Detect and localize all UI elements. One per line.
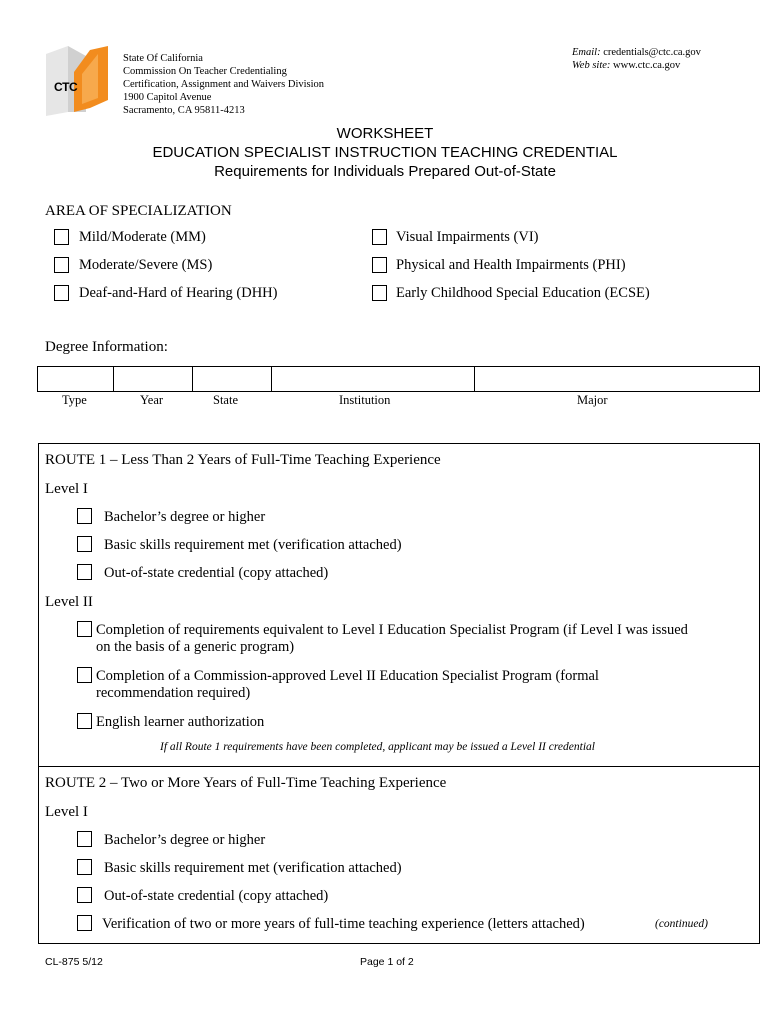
degree-col-state: State xyxy=(213,393,238,407)
checkbox-r2-experience[interactable] xyxy=(77,915,92,931)
route1-level1-label: Level I xyxy=(45,481,88,497)
form-id: CL-875 5/12 xyxy=(45,956,103,968)
checkbox-ecse[interactable] xyxy=(372,285,387,301)
label-mm: Mild/Moderate (MM) xyxy=(79,229,206,245)
ctc-logo xyxy=(38,42,114,118)
degree-heading: Degree Information: xyxy=(45,339,168,355)
label-r1-bachelors: Bachelor’s degree or higher xyxy=(104,509,266,525)
title-requirements: Requirements for Individuals Prepared Out-of-State xyxy=(214,163,556,180)
checkbox-phi[interactable] xyxy=(372,257,387,273)
checkbox-r2-oos-credential[interactable] xyxy=(77,887,92,903)
degree-col-type: Type xyxy=(62,393,87,407)
title-worksheet: WORKSHEET xyxy=(336,125,434,142)
checkbox-r1-approved-program[interactable] xyxy=(77,667,92,683)
checkbox-r1-english-learner[interactable] xyxy=(77,713,92,729)
checkbox-r1-oos-credential[interactable] xyxy=(77,564,92,580)
label-r1-approved-line2: recommendation required) xyxy=(96,685,251,701)
continued-note: (continued) xyxy=(655,918,709,930)
label-phi: Physical and Health Impairments (PHI) xyxy=(396,257,626,273)
contact-info xyxy=(572,46,701,72)
agency-line: Certification, Assignment and Waivers Division xyxy=(123,79,325,90)
web-label: Web site: xyxy=(572,60,611,71)
label-dhh: Deaf-and-Hard of Hearing (DHH) xyxy=(79,285,278,301)
checkbox-ms[interactable] xyxy=(54,257,69,273)
route1-level2-label: Level II xyxy=(45,594,93,610)
logo-text: CTC xyxy=(54,80,78,94)
degree-type-field[interactable] xyxy=(38,367,114,391)
label-r2-oos-credential: Out-of-state credential (copy attached) xyxy=(104,888,329,904)
specialization-heading: AREA OF SPECIALIZATION xyxy=(45,203,232,219)
title-credential: EDUCATION SPECIALIST INSTRUCTION TEACHING CREDENTIAL xyxy=(152,144,618,161)
degree-institution-field[interactable] xyxy=(272,367,475,391)
route1-note: If all Route 1 requirements have been completed, applicant may be issued a Level II credential xyxy=(160,741,595,753)
checkbox-r2-bachelors[interactable] xyxy=(77,831,92,847)
route2-heading: ROUTE 2 – Two or More Years of Full-Time Teaching Experience xyxy=(45,775,447,791)
label-r2-bachelors: Bachelor’s degree or higher xyxy=(104,832,266,848)
routes-divider xyxy=(38,766,760,767)
checkbox-r1-bachelors[interactable] xyxy=(77,508,92,524)
route1-heading: ROUTE 1 – Less Than 2 Years of Full-Time Teaching Experience xyxy=(45,452,441,468)
agency-line: State Of California xyxy=(123,53,203,64)
label-r1-basic-skills: Basic skills requirement met (verification attached) xyxy=(104,537,402,553)
label-r1-equivalent-line2: on the basis of a generic program) xyxy=(96,639,295,655)
checkbox-r1-equivalent[interactable] xyxy=(77,621,92,637)
document-title xyxy=(0,124,770,181)
degree-state-field[interactable] xyxy=(193,367,272,391)
degree-col-year: Year xyxy=(140,393,164,407)
label-ecse: Early Childhood Special Education (ECSE) xyxy=(396,285,650,301)
label-vi: Visual Impairments (VI) xyxy=(396,229,539,245)
label-r1-english-learner: English learner authorization xyxy=(96,714,265,730)
label-r1-equivalent-line1: Completion of requirements equivalent to Level I Education Specialist Program (if Level I was issued xyxy=(96,622,688,638)
checkbox-mm[interactable] xyxy=(54,229,69,245)
label-r2-experience: Verification of two or more years of full-time teaching experience (letters attached) xyxy=(102,916,585,932)
label-r1-approved-line1: Completion of a Commission-approved Level II Education Specialist Program (formal xyxy=(96,668,599,684)
degree-major-field[interactable] xyxy=(475,367,759,391)
degree-table xyxy=(37,366,760,392)
label-ms: Moderate/Severe (MS) xyxy=(79,257,213,273)
page-number: Page 1 of 2 xyxy=(360,956,414,968)
label-r2-basic-skills: Basic skills requirement met (verification attached) xyxy=(104,860,402,876)
label-r1-oos-credential: Out-of-state credential (copy attached) xyxy=(104,565,329,581)
checkbox-vi[interactable] xyxy=(372,229,387,245)
checkbox-r2-basic-skills[interactable] xyxy=(77,859,92,875)
degree-col-institution: Institution xyxy=(339,393,391,407)
degree-year-field[interactable] xyxy=(114,367,193,391)
email-link[interactable]: credentials@ctc.ca.gov xyxy=(603,47,701,58)
checkbox-dhh[interactable] xyxy=(54,285,69,301)
agency-address xyxy=(123,52,324,117)
route2-level1-label: Level I xyxy=(45,804,88,820)
checkbox-r1-basic-skills[interactable] xyxy=(77,536,92,552)
agency-line: Commission On Teacher Credentialing xyxy=(123,66,287,77)
agency-line: 1900 Capitol Avenue xyxy=(123,92,212,103)
degree-col-major: Major xyxy=(577,393,608,407)
web-link[interactable]: www.ctc.ca.gov xyxy=(613,60,681,71)
agency-line: Sacramento, CA 95811-4213 xyxy=(123,105,245,116)
email-label: Email: xyxy=(572,47,601,58)
